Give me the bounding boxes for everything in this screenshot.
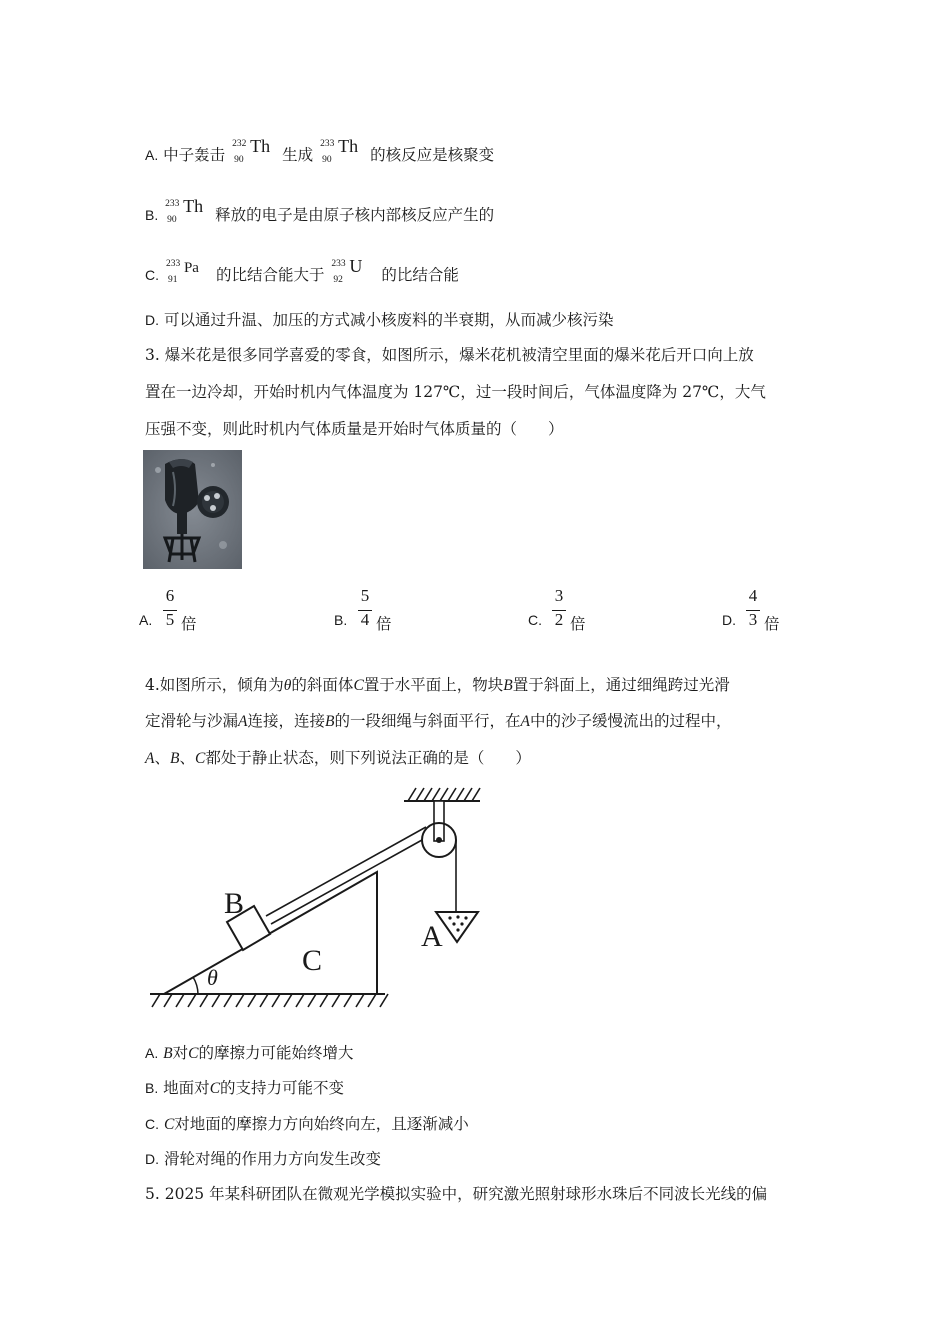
atomic-number: 90 [234, 155, 244, 165]
var-b: B [163, 1045, 173, 1062]
var-b: B [503, 677, 513, 694]
nuclide-th233 [318, 136, 370, 165]
q2-option-b [145, 196, 495, 225]
popcorn-machine-photo [143, 450, 242, 569]
option-label: D. [722, 612, 736, 628]
option-text: 对地面的摩擦力方向始终向左，且逐渐减小 [174, 1115, 469, 1133]
denominator: 2 [554, 610, 564, 629]
nuclide-pa233 [164, 260, 216, 284]
element-symbol: Th [338, 136, 359, 156]
q2-option-a [145, 136, 495, 165]
stem-text: 都处于静止状态，则下列说法正确的是（ ） [205, 749, 531, 767]
var-c: C [209, 1080, 221, 1097]
element-symbol: Th [183, 196, 204, 216]
atomic-number: 90 [322, 155, 332, 165]
angle-arc [193, 977, 198, 994]
q5-stem-line-1: 5. 2025 年某科研团队在微观光学模拟实验中，研究激光照射球形水珠后不同波长光线的偏 [145, 1185, 768, 1203]
stem-text: 连接，连接 [247, 712, 325, 730]
q4-stem-line-3 [145, 748, 531, 769]
option-unit: 倍 [570, 615, 586, 633]
mass-number: 233 [165, 259, 181, 269]
element-symbol: Pa [183, 260, 199, 276]
mass-number: 232 [232, 139, 247, 149]
var-a: A [238, 713, 248, 730]
option-label: D. [145, 312, 159, 328]
var-b: B [169, 750, 180, 767]
q4-stem-line-1 [145, 675, 730, 696]
nuclide-u233 [329, 256, 381, 285]
incline-pulley-figure [140, 780, 500, 1020]
mass-number: 233 [331, 259, 346, 269]
option-label: C. [145, 1116, 159, 1132]
option-text: 释放的电子是由原子核内部核反应产生的 [215, 206, 495, 224]
q4-option-b [145, 1078, 344, 1099]
q4-stem-line-2 [145, 711, 731, 732]
numerator: 6 [165, 586, 175, 605]
q3-stem-line-2: 置在一边冷却，开始时机内气体温度为 127℃，过一段时间后，气体温度降为 27℃，大气 [145, 383, 766, 401]
var-c: C [188, 1045, 199, 1062]
numerator: 4 [748, 586, 758, 605]
rope-incline-upper [266, 827, 426, 916]
option-text: 的比结合能 [381, 266, 459, 284]
pulley-axle [436, 837, 442, 843]
q4-option-d [145, 1149, 381, 1169]
rope-incline-lower [271, 840, 422, 924]
mass-number: 233 [165, 199, 180, 209]
label-c: C [302, 944, 323, 977]
stem-text: 定滑轮与沙漏 [145, 712, 239, 730]
stem-text: 中的沙子缓慢流出的过程中， [529, 712, 732, 730]
option-label: A. [145, 1045, 159, 1061]
denominator: 4 [360, 610, 370, 629]
pulley-support [434, 801, 444, 841]
denominator: 5 [165, 610, 175, 629]
element-symbol: U [349, 256, 363, 276]
numerator: 5 [360, 586, 370, 605]
option-label: B. [145, 1080, 159, 1096]
nuclide-th233 [163, 196, 215, 225]
stem-text: 置于斜面上，通过细绳跨过光滑 [512, 676, 730, 694]
option-text: 生成 [282, 146, 314, 164]
label-b: B [224, 887, 245, 920]
popcorn-machine-image [143, 450, 242, 569]
stem-text: 4.如图所示，倾角为 [145, 676, 284, 694]
var-c: C [163, 1116, 175, 1133]
option-unit: 倍 [181, 615, 197, 633]
option-unit: 倍 [764, 615, 780, 633]
option-text: 滑轮对绳的作用力方向发生改变 [163, 1150, 381, 1168]
option-label: A. [145, 147, 159, 163]
stem-text: 的一段细绳与斜面平行，在 [334, 712, 521, 730]
q3-stem-line-1: 3. 爆米花是很多同学喜爱的零食，如图所示，爆米花机被清空里面的爆米花后开口向上放 [145, 346, 754, 364]
option-text: 对 [172, 1044, 189, 1062]
var-c: C [353, 677, 364, 694]
option-text: 的核反应是核聚变 [370, 146, 495, 164]
option-label: B. [145, 207, 159, 223]
label-a: A [421, 920, 443, 953]
q4-option-c [145, 1114, 469, 1135]
denominator: 3 [748, 610, 758, 629]
option-unit: 倍 [376, 615, 392, 633]
stem-text: 的斜面体 [291, 676, 354, 694]
label-theta: θ [207, 965, 218, 990]
option-label: D. [145, 1151, 159, 1167]
q2-option-c [145, 256, 459, 285]
stem-text: 置于水平面上，物块 [363, 676, 504, 694]
var-a: A [520, 713, 530, 730]
numerator: 3 [554, 586, 564, 605]
stem-text: 、 [154, 749, 170, 767]
option-text: 的支持力可能不变 [220, 1079, 345, 1097]
q2-option-d [145, 310, 613, 330]
var-b: B [325, 713, 335, 730]
element-symbol: Th [250, 136, 271, 156]
ceiling-hatch [408, 788, 480, 801]
option-label: A. [139, 612, 153, 628]
option-text: 中子轰击 [163, 146, 226, 164]
ground-hatch [152, 994, 388, 1007]
incline-diagram [140, 780, 500, 1020]
var-theta: θ [283, 677, 292, 694]
option-label: C. [528, 612, 542, 628]
var-c: C [194, 750, 206, 767]
atomic-number: 90 [167, 215, 177, 225]
nuclide-th232 [230, 136, 282, 165]
var-a: A [145, 750, 155, 767]
q3-stem-line-3: 压强不变，则此时机内气体质量是开始时气体质量的（ ） [145, 420, 564, 438]
option-label: C. [145, 267, 159, 283]
option-text: 的比结合能大于 [215, 266, 325, 284]
stem-text: 、 [179, 749, 195, 767]
atomic-number: 92 [333, 275, 343, 285]
option-text: 地面对 [163, 1079, 210, 1097]
mass-number: 233 [320, 139, 335, 149]
option-text: 的摩擦力可能始终增大 [198, 1044, 354, 1062]
q4-option-a [145, 1043, 354, 1064]
option-label: B. [334, 612, 348, 628]
option-text: 可以通过升温、加压的方式减小核废料的半衰期，从而减少核污染 [163, 311, 614, 329]
atomic-number: 91 [167, 275, 178, 285]
